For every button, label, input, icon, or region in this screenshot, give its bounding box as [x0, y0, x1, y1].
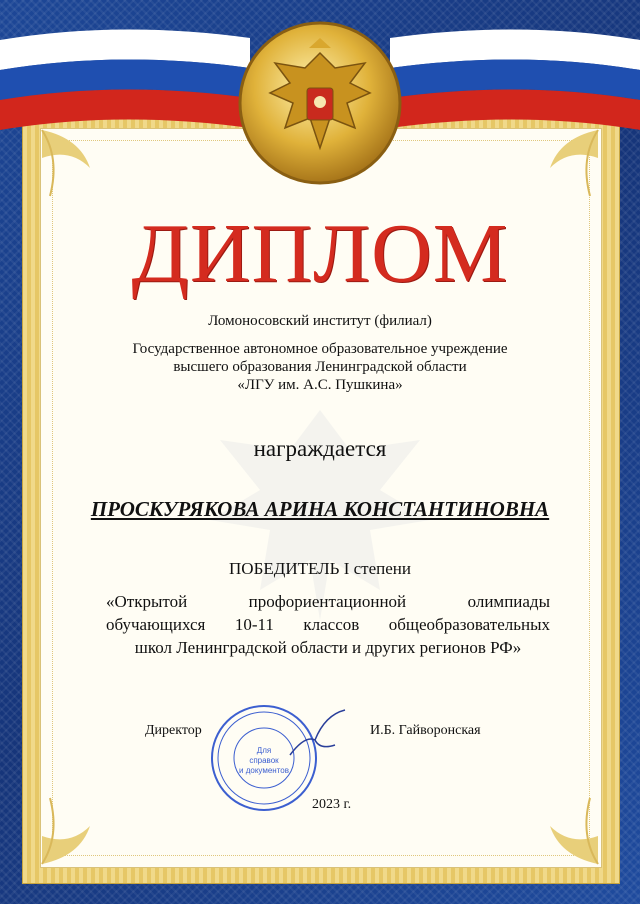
ornament-bottom-right: [510, 796, 600, 866]
gov-line: высшего образования Ленинградской области: [173, 359, 467, 375]
svg-text:Для: Для: [256, 746, 272, 755]
institution-full-name: [0, 340, 640, 394]
gov-line: «ЛГУ им. А.С. Пушкина»: [237, 377, 403, 393]
competition-description: [106, 590, 550, 659]
description-line: «Открытой профориентационной олимпиады: [106, 592, 550, 611]
director-signature: [285, 705, 355, 765]
coat-of-arms-emblem: [235, 18, 405, 188]
ornament-bottom-left: [40, 796, 130, 866]
director-name: И.Б. Гайворонская: [370, 723, 481, 738]
svg-text:справок: справок: [249, 756, 279, 765]
gov-line: Государственное автономное образовательное учреждение: [132, 341, 508, 357]
institute-name: Ломоносовский институт (филиал): [208, 313, 432, 329]
director-label: Директор: [145, 723, 202, 738]
recipient-name: [0, 497, 640, 522]
degree-label: ПОБЕДИТЕЛЬ I степени: [229, 559, 411, 578]
awarded-label: награждается: [253, 436, 387, 461]
description-line: обучающихся 10-11 классов общеобразовательных: [106, 615, 550, 634]
diploma-title: ДИПЛОМ: [131, 207, 509, 300]
recipient-name-text: ПРОСКУРЯКОВА АРИНА КОНСТАНТИНОВНА: [90, 497, 550, 521]
diploma-year: 2023 г.: [312, 797, 352, 812]
svg-text:и документов: и документов: [239, 766, 289, 775]
description-line: школ Ленинградской области и других регионов РФ»: [134, 638, 522, 657]
